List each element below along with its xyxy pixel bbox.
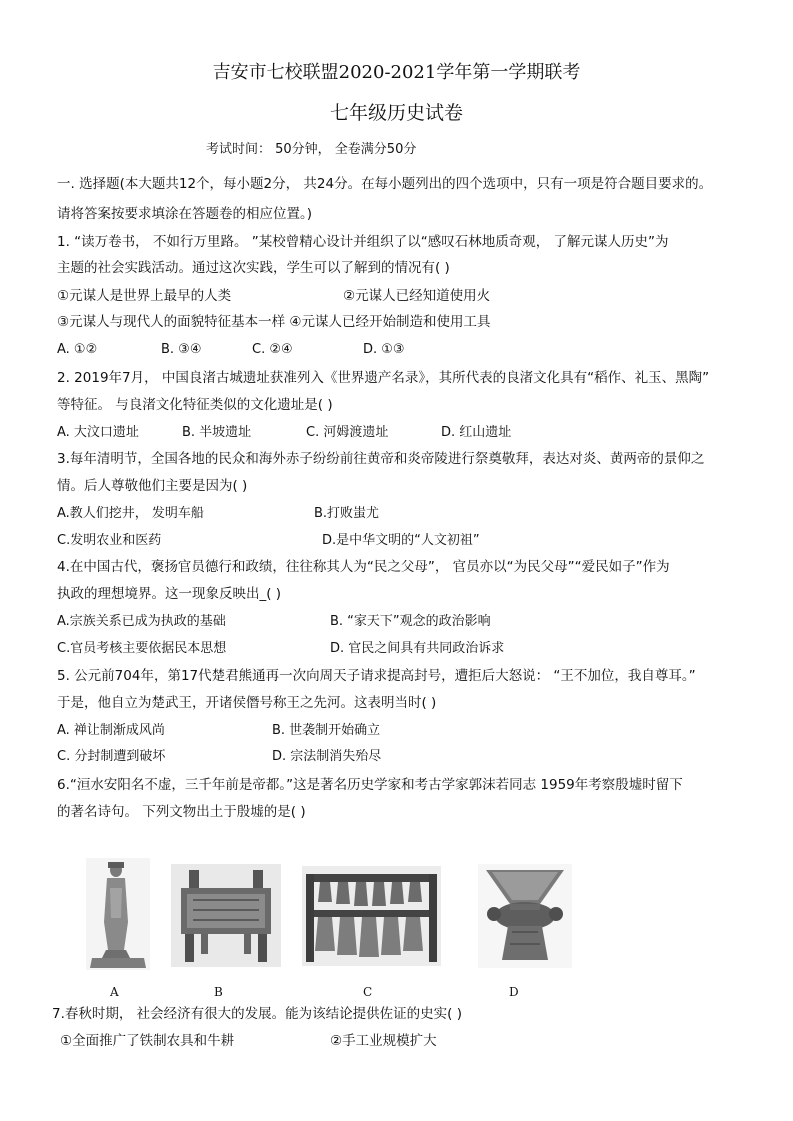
standing-figure-statue-icon bbox=[86, 858, 150, 970]
q4-stem-line1: 4.在中国古代，褒扬官员德行和政绩，往往称其人为“民之父母”， 官员亦以“为民父母”“爱民如子”作为 bbox=[57, 559, 670, 575]
q5-option-a: A. 禅让制渐成风尚 bbox=[57, 723, 165, 738]
q3-stem-line1: 3.每年清明节，全国各地的民众和海外赤子纷纷前往黄帝和炎帝陵进行祭奠敬拜，表达对炎、黄两帝的景仰之 bbox=[57, 451, 705, 467]
q3-stem-line2: 情。后人尊敬他们主要是因为( ) bbox=[57, 478, 248, 494]
q5-option-c: C. 分封制遭到破坏 bbox=[57, 749, 166, 764]
q1-item-3-4: ③元谋人与现代人的面貌特征基本一样 ④元谋人已经开始制造和使用工具 bbox=[57, 314, 491, 330]
q5-option-d: D. 宗法制消失殆尽 bbox=[272, 749, 382, 764]
q1-item-1: ①元谋人是世界上最早的人类 bbox=[57, 288, 232, 304]
image-label-b: B bbox=[214, 985, 223, 999]
image-label-a: A bbox=[110, 985, 119, 999]
q2-option-b: B. 半坡遗址 bbox=[182, 425, 252, 440]
q5-stem-line1: 5. 公元前704年，第17代楚君熊通再一次向周天子请求提高封号，遭拒后大怒说： “王不加位，我自尊耳。” bbox=[57, 668, 696, 684]
q2-stem-line2: 等特征。 与良渚文化特征类似的文化遗址是( ) bbox=[57, 397, 333, 413]
q7-stem-line1: 7.春秋时期， 社会经济有很大的发展。能为该结论提供佐证的史实( ) bbox=[52, 1006, 462, 1022]
q1-item-2: ②元谋人已经知道使用火 bbox=[343, 288, 491, 304]
exam-subtitle: 七年级历史试卷 bbox=[329, 102, 463, 124]
q2-option-c: C. 河姆渡遗址 bbox=[306, 425, 389, 440]
q1-option-d: D. ①③ bbox=[363, 342, 405, 357]
q5-option-b: B. 世袭制开始确立 bbox=[272, 723, 381, 738]
exam-title: 吉安市七校联盟2020-2021学年第一学期联考 bbox=[212, 62, 581, 83]
q1-option-a: A. ①② bbox=[57, 342, 98, 357]
q4-option-a: A.宗族关系已成为执政的基础 bbox=[57, 614, 226, 629]
bronze-ding-vessel-icon bbox=[171, 864, 281, 967]
q4-option-d: D. 官民之间具有共同政治诉求 bbox=[330, 641, 505, 656]
q4-stem-line2: 执政的理想境界。这一现象反映出_( ) bbox=[57, 586, 282, 602]
q7-item-2: ②手工业规模扩大 bbox=[330, 1033, 437, 1049]
q6-stem-line2: 的著名诗句。 下列文物出土于殷墟的是( ) bbox=[57, 804, 306, 820]
q3-option-d: D.是中华文明的“人文初祖” bbox=[322, 533, 480, 548]
chime-bells-icon bbox=[302, 866, 441, 966]
q3-option-c: C.发明农业和医药 bbox=[57, 533, 162, 548]
q2-stem-line1: 2. 2019年7月， 中国良渚古城遗址获准列入《世界遗产名录》，其所代表的良渚文化具有“稻作、礼玉、黑陶” bbox=[57, 370, 710, 386]
bronze-zun-vessel-icon bbox=[478, 864, 572, 968]
section-intro-line2: 请将答案按要求填涂在答题卷的相应位置。) bbox=[57, 206, 313, 222]
image-label-c: C bbox=[363, 985, 373, 999]
q4-option-c: C.官员考核主要依据民本思想 bbox=[57, 641, 227, 656]
q1-stem-line2: 主题的社会实践活动。通过这次实践，学生可以了解到的情况有( ) bbox=[57, 260, 450, 276]
q5-stem-line2: 于是，他自立为楚武王，开诸侯僭号称王之先河。这表明当时( ) bbox=[57, 695, 437, 711]
q1-option-c: C. ②④ bbox=[252, 342, 293, 357]
q6-stem-line1: 6.“洹水安阳名不虚，三千年前是帝都。”这是著名历史学家和考古学家郭沫若同志 1959年考察殷墟时留下 bbox=[57, 777, 683, 793]
q3-option-a: A.教人们挖井， 发明车船 bbox=[57, 506, 204, 521]
q3-option-b: B.打败蚩尤 bbox=[314, 506, 380, 521]
q1-stem-line1: 1. “读万卷书， 不如行万里路。 ”某校曾精心设计并组织了以“感叹石林地质奇观， 了解元谋人历史”为 bbox=[57, 234, 669, 250]
q4-option-b: B. “家天下”观念的政治影响 bbox=[330, 614, 491, 629]
image-label-d: D bbox=[509, 985, 519, 999]
q2-option-d: D. 红山遗址 bbox=[441, 425, 512, 440]
exam-info: 考试时间： 50分钟， 全卷满分50分 bbox=[206, 142, 417, 157]
q7-item-1: ①全面推广了铁制农具和牛耕 bbox=[60, 1033, 235, 1049]
q1-option-b: B. ③④ bbox=[161, 342, 202, 357]
q2-option-a: A. 大汶口遗址 bbox=[57, 425, 139, 440]
section-intro-line1: 一. 选择题(本大题共12个，每小题2分， 共24分。在每小题列出的四个选项中，只有一项是符合题目要求的。 bbox=[57, 176, 713, 192]
